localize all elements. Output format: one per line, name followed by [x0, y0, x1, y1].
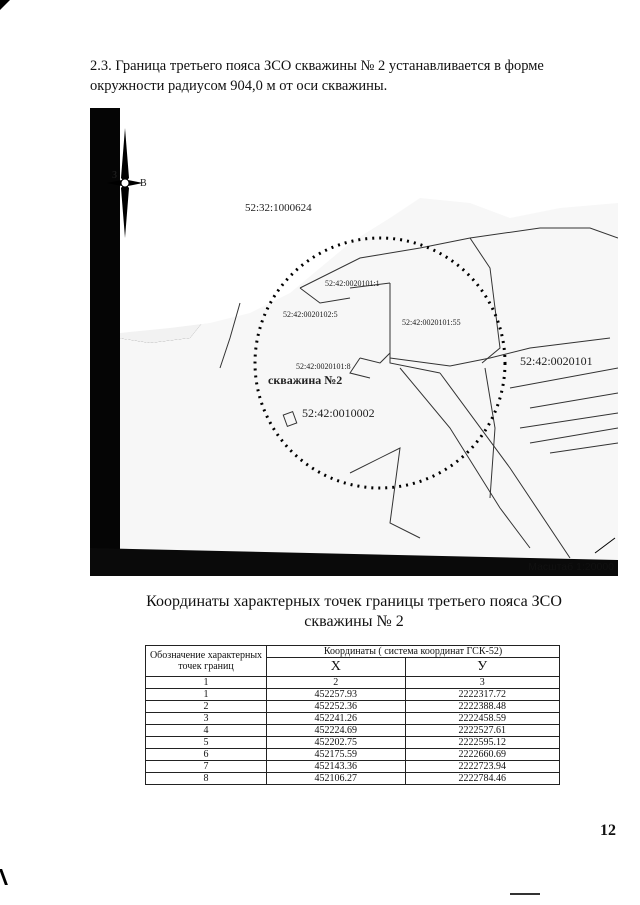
- x-value: 452202.75: [267, 737, 406, 749]
- map-image: [90, 108, 618, 576]
- table-header-row: [146, 646, 560, 658]
- point-number: 1: [146, 689, 267, 701]
- table-row: [146, 761, 560, 773]
- header-point-label: Обозначение характерных точек границ: [146, 646, 267, 677]
- x-value: 452241.26: [267, 713, 406, 725]
- parcel-label-5: 52:42:0020101:8: [296, 362, 351, 371]
- section-paragraph: [90, 56, 618, 96]
- map-drawing: [90, 108, 618, 576]
- corner-mark-bottom: [0, 869, 16, 885]
- y-value: 2222660.69: [405, 749, 559, 761]
- table-row: [146, 737, 560, 749]
- table-row: [146, 725, 560, 737]
- table-title: [90, 592, 618, 632]
- point-number: 8: [146, 773, 267, 785]
- point-number: 5: [146, 737, 267, 749]
- x-value: 452224.69: [267, 725, 406, 737]
- x-value: 452106.27: [267, 773, 406, 785]
- page-number: 12: [600, 822, 616, 839]
- bottom-scan-mark: [510, 893, 540, 897]
- point-number: 2: [146, 701, 267, 713]
- point-number: 6: [146, 749, 267, 761]
- map-scale-label: Масштаб 1:20000: [528, 561, 614, 573]
- y-value: 2222723.94: [405, 761, 559, 773]
- header-y: У: [405, 658, 559, 677]
- y-value: 2222458.59: [405, 713, 559, 725]
- parcel-label-1: 52:32:1000624: [245, 202, 312, 214]
- header-x: X: [267, 658, 406, 677]
- point-number: 3: [146, 713, 267, 725]
- parcel-label-4: 52:42:0020101:55: [402, 318, 461, 327]
- compass-east-label: В: [140, 178, 147, 189]
- column-number: 1: [146, 677, 267, 689]
- y-value: 2222388.48: [405, 701, 559, 713]
- parcel-label-7: 52:42:0010002: [302, 406, 375, 420]
- table-row: [146, 773, 560, 785]
- well-label: скважина №2: [268, 373, 343, 387]
- y-value: 2222784.46: [405, 773, 559, 785]
- header-coords-label: Координаты ( система координат ГСК-52): [267, 646, 560, 658]
- parcel-label-6: 52:42:0020101: [520, 354, 593, 368]
- parcel-label-2: 52:42:0020101:1: [325, 279, 380, 288]
- compass-west-label: З: [112, 170, 118, 181]
- y-value: 2222527.61: [405, 725, 559, 737]
- point-number: 7: [146, 761, 267, 773]
- table-row: [146, 701, 560, 713]
- column-number: 3: [405, 677, 559, 689]
- corner-mark: [0, 0, 10, 10]
- column-number: 2: [267, 677, 406, 689]
- table-row: [146, 689, 560, 701]
- paragraph-line-1: 2.3. Граница третьего пояса ЗСО скважины № 2 устанавливается в форме: [90, 58, 544, 74]
- table-column-numbers-row: [146, 677, 560, 689]
- x-value: 452257.93: [267, 689, 406, 701]
- x-value: 452143.36: [267, 761, 406, 773]
- parcel-label-3: 52:42:0020102:5: [283, 310, 338, 319]
- table-title-line-1: Координаты характерных точек границы третьего пояса ЗСО: [146, 593, 562, 610]
- point-number: 4: [146, 725, 267, 737]
- y-value: 2222317.72: [405, 689, 559, 701]
- coordinates-table: [145, 645, 560, 785]
- table-row: [146, 713, 560, 725]
- table-row: [146, 749, 560, 761]
- x-value: 452252.36: [267, 701, 406, 713]
- table-title-line-2: скважины № 2: [304, 613, 404, 630]
- x-value: 452175.59: [267, 749, 406, 761]
- y-value: 2222595.12: [405, 737, 559, 749]
- paragraph-line-2: окружности радиусом 904,0 м от оси скважины.: [90, 78, 388, 94]
